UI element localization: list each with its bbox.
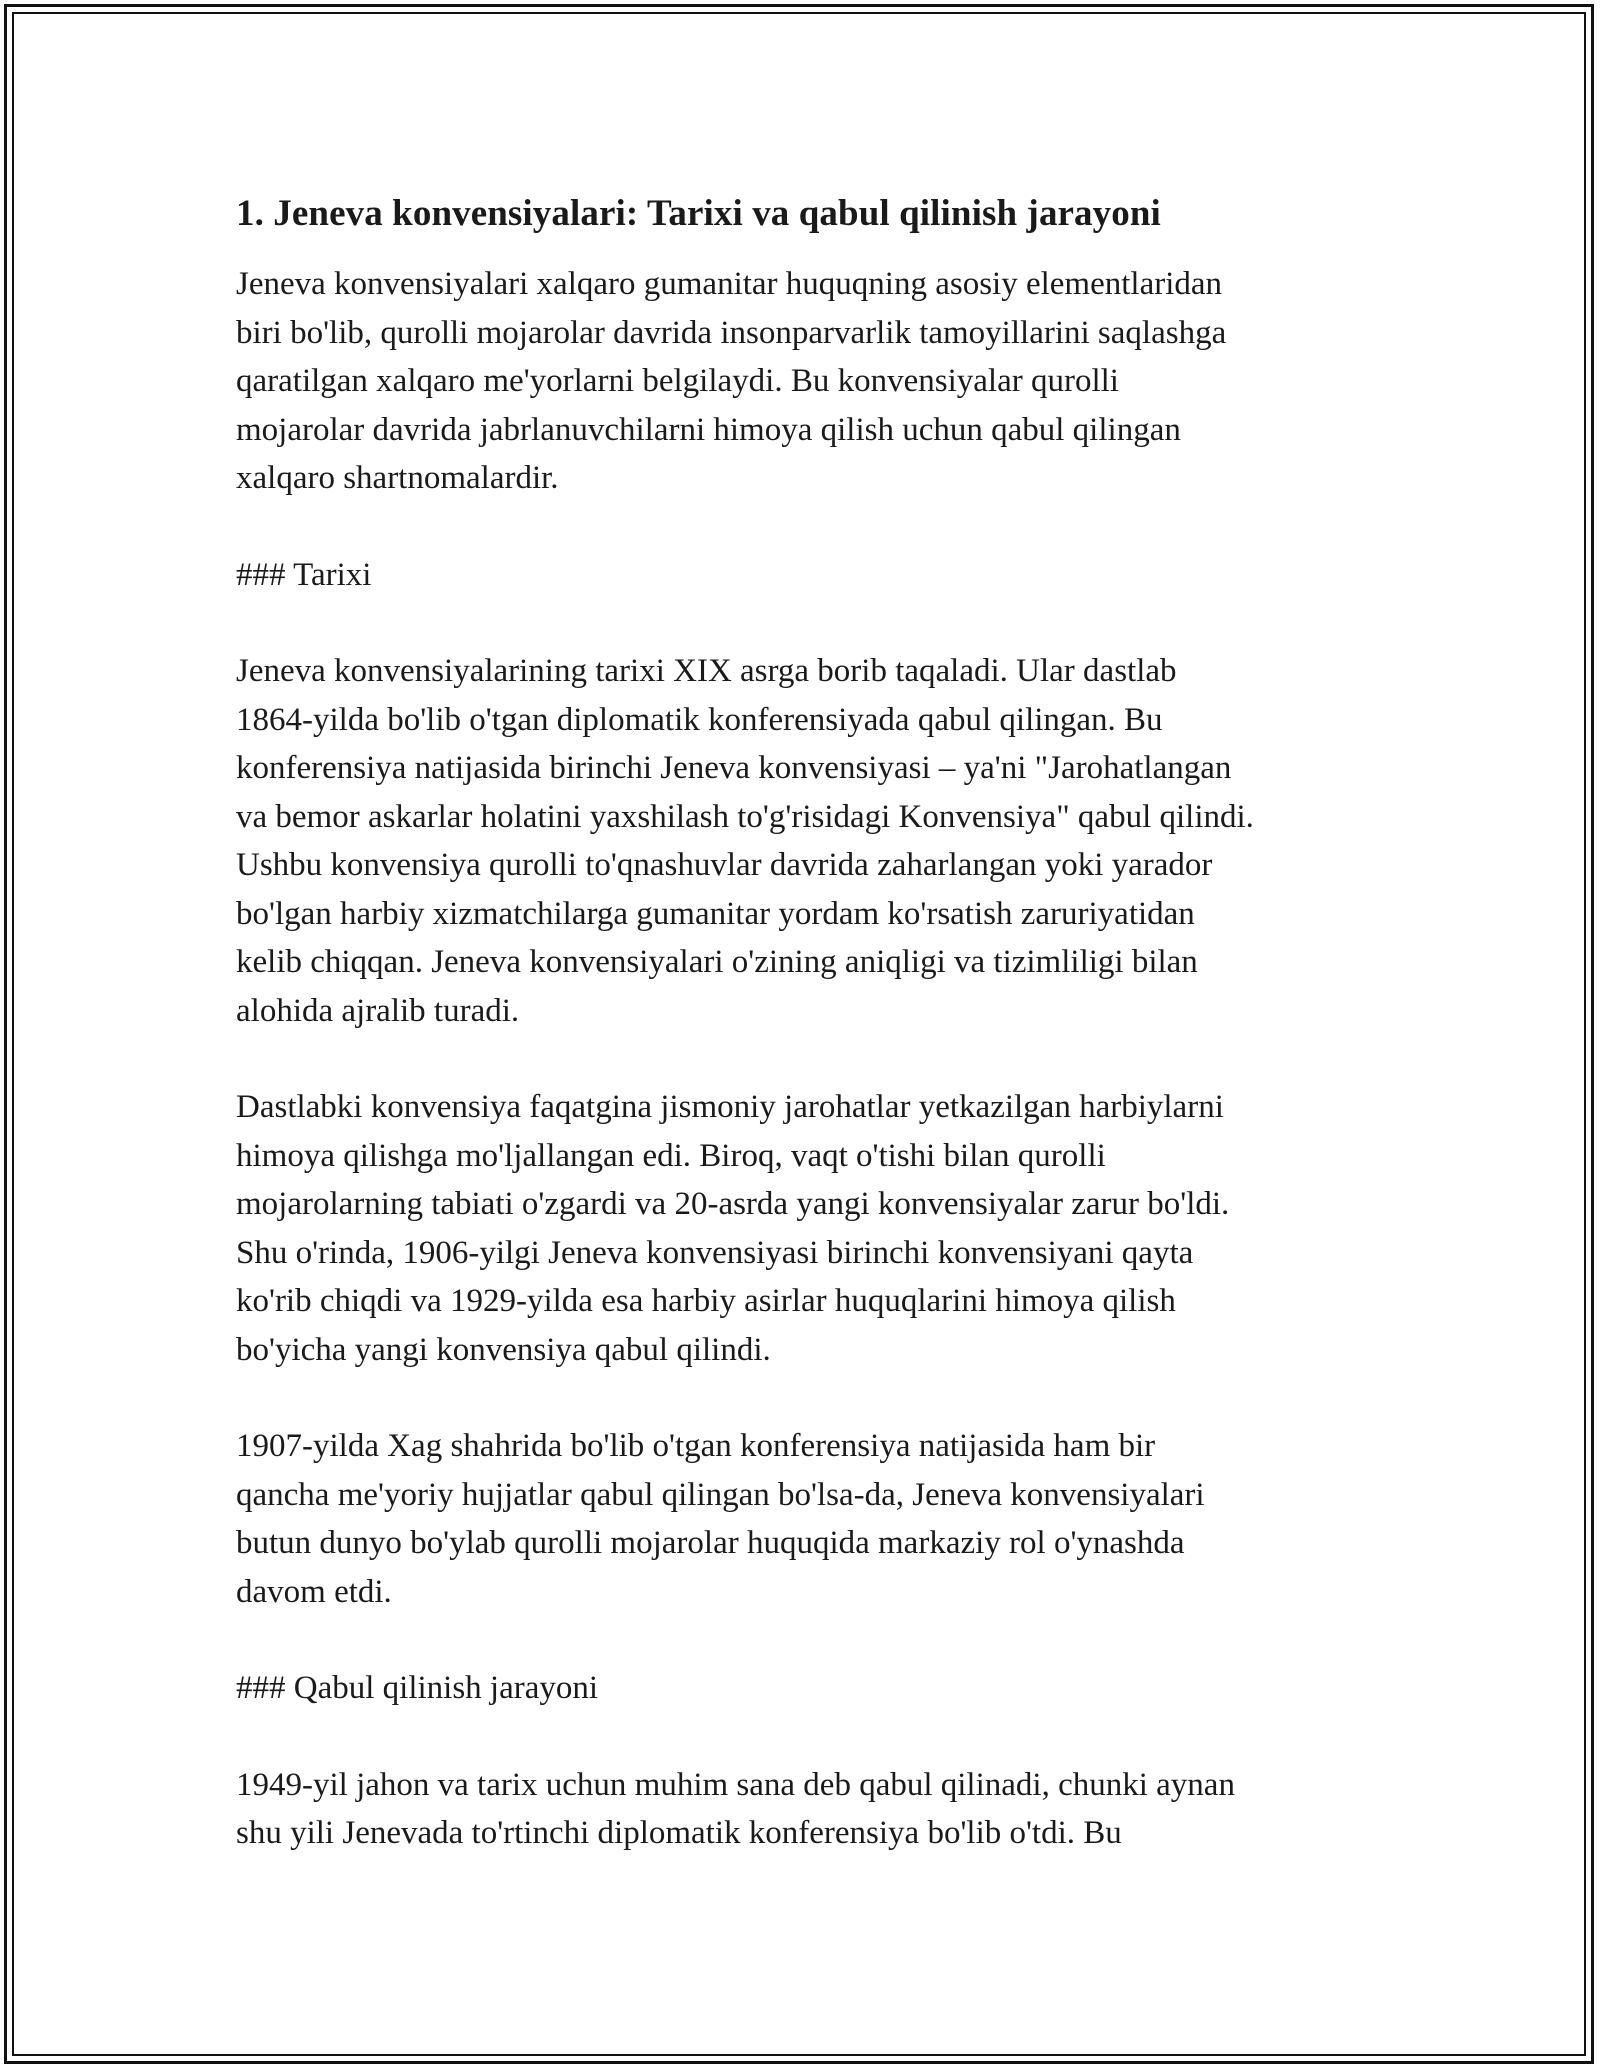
text-line: xalqaro shartnomalardir. <box>236 460 559 496</box>
text-line: butun dunyo bo'ylab qurolli mojarolar huquqida markaziy rol o'ynashda <box>236 1525 1185 1561</box>
text-line: mojarolarning tabiati o'zgardi va 20-asrda yangi konvensiyalar zarur bo'ldi. <box>236 1186 1230 1222</box>
document-body <box>236 188 1386 1858</box>
text-line: bo'yicha yangi konvensiya qabul qilindi. <box>236 1331 771 1368</box>
text-line: ### Tarixi <box>236 556 372 593</box>
paragraph <box>236 1422 1386 1616</box>
text-line: konferensiya natijasida birinchi Jeneva konvensiyasi – ya'ni "Jarohatlangan <box>236 750 1232 786</box>
text-line: Jeneva konvensiyalarining tarixi XIX asrga borib taqaladi. Ular dastlab <box>236 653 1177 689</box>
text-line: kelib chiqqan. Jeneva konvensiyalari o'zining aniqligi va tizimliligi bilan <box>236 944 1198 980</box>
text-line: ### Qabul qilinish jarayoni <box>236 1670 599 1706</box>
text-line: himoya qilishga mo'ljallangan edi. Biroq, vaqt o'tishi bilan qurolli <box>236 1137 1106 1174</box>
paragraph <box>236 260 1386 503</box>
document-blocks <box>236 260 1386 1858</box>
text-line: davom etdi. <box>236 1573 392 1610</box>
paragraph <box>236 1083 1386 1374</box>
paragraph <box>236 1761 1386 1858</box>
text-line: shu yili Jenevada to'rtinchi diplomatik konferensiya bo'lib o'tdi. Bu <box>236 1815 1122 1851</box>
text-line: qaratilgan xalqaro me'yorlarni belgilaydi. Bu konvensiyalar qurolli <box>236 363 1119 399</box>
text-line: mojarolar davrida jabrlanuvchilarni himoya qilish uchun qabul qilingan <box>236 411 1181 448</box>
paragraph <box>236 647 1386 1035</box>
section-subheading <box>236 551 1386 600</box>
text-line: 1907-yilda Xag shahrida bo'lib o'tgan konferensiya natijasida ham bir <box>236 1428 1156 1464</box>
text-line: 1864-yilda bo'lib o'tgan diplomatik konferensiyada qabul qilingan. Bu <box>236 701 1163 738</box>
text-line: Ushbu konvensiya qurolli to'qnashuvlar davrida zaharlangan yoki yarador <box>236 847 1213 883</box>
text-line: qancha me'yoriy hujjatlar qabul qilingan bo'lsa-da, Jeneva konvensiyalari <box>236 1476 1205 1513</box>
text-line: alohida ajralib turadi. <box>236 992 520 1029</box>
text-line: bo'lgan harbiy xizmatchilarga gumanitar yordam ko'rsatish zaruriyatidan <box>236 895 1195 932</box>
text-line: 1949-yil jahon va tarix uchun muhim sana deb qabul qilinadi, chunki aynan <box>236 1766 1235 1803</box>
text-line: va bemor askarlar holatini yaxshilash to'g'risidagi Konvensiya" qabul qilindi. <box>236 798 1254 835</box>
text-line: Shu o'rinda, 1906-yilgi Jeneva konvensiyasi birinchi konvensiyani qayta <box>236 1234 1194 1271</box>
section-subheading <box>236 1664 1386 1713</box>
text-line: ko'rib chiqdi va 1929-yilda esa harbiy asirlar huquqlarini himoya qilish <box>236 1283 1176 1319</box>
text-line: Dastlabki konvensiya faqatgina jismoniy jarohatlar yetkazilgan harbiylarni <box>236 1089 1224 1125</box>
text-line: Jeneva konvensiyalari xalqaro gumanitar huquqning asosiy elementlaridan <box>236 266 1223 302</box>
text-line: biri bo'lib, qurolli mojarolar davrida insonparvarlik tamoyillarini saqlashga <box>236 314 1227 351</box>
document-title: 1. Jeneva konvensiyalari: Tarixi va qabul qilinish jarayoni <box>236 193 1161 234</box>
